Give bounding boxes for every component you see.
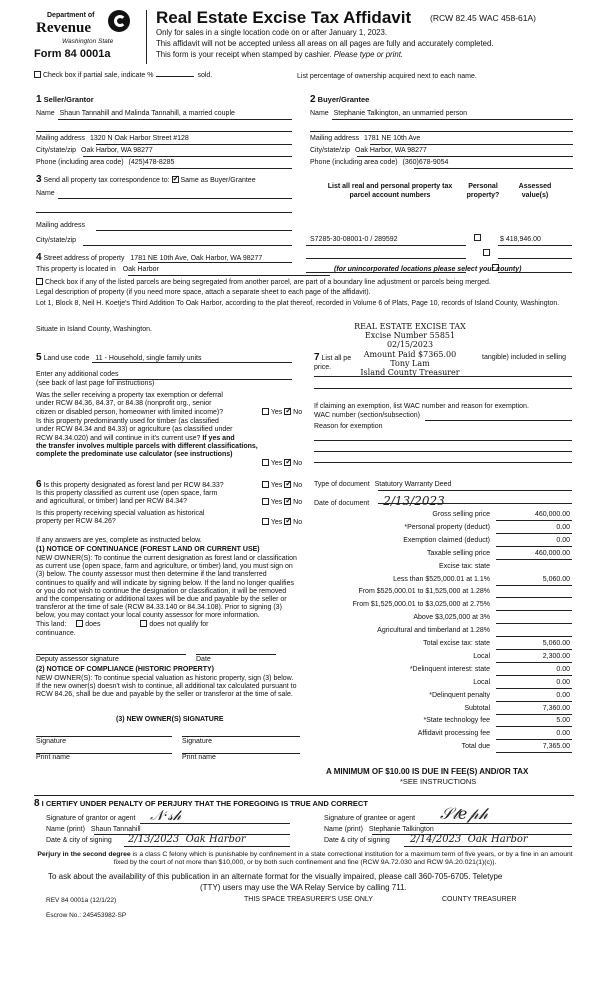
legal-description[interactable]: Lot 1, Block 8, Neil H. Koetje's Third Addition To Oak Harbor, according to the plat thereof, recorded in Volume 6 of Plats, Page 10, records of Island County, Washington. [36, 300, 560, 307]
calc-label: Total due [461, 743, 490, 751]
calc-label: Agricultural and timberland at 1.28% [377, 627, 490, 635]
seller-city[interactable]: Oak Harbor, WA 98277 [81, 147, 153, 154]
buyer-date-city[interactable]: 2/14/2023 Oak Harbor [410, 834, 528, 845]
ownership-note: List percentage of ownership acquired next to each name. [297, 73, 477, 80]
property-location[interactable]: Oak Harbor [122, 266, 159, 273]
seller-phone[interactable]: (425)478-8285 [128, 159, 175, 166]
calc-value[interactable]: 0.00 [556, 665, 570, 673]
grantee-signature[interactable]: 𝒮𝓉𝑒𝓅𝒽 [440, 804, 488, 823]
seller-heading: 1 Seller/Grantor [36, 94, 94, 105]
calc-label: Total excise tax: state [423, 640, 490, 647]
exemption-no-checkbox[interactable] [284, 408, 291, 415]
document-type[interactable]: Statutory Warranty Deed [374, 481, 452, 488]
assessed-value[interactable]: $ 418,946.00 [500, 236, 541, 243]
state-label: Washington State [62, 38, 114, 45]
dor-logo-icon [108, 10, 130, 32]
property-address[interactable]: 1781 NE 10th Ave, Oak Harbor, WA 98277 [130, 255, 263, 262]
calc-label: Less than $525,000.01 at 1.1% [393, 575, 490, 583]
exemption-yes-checkbox[interactable] [262, 408, 269, 415]
land-use-code[interactable]: 11 - Household, single family units [95, 355, 202, 362]
calc-label: Subtotal [464, 704, 490, 712]
calc-value[interactable]: 5,060.00 [542, 640, 570, 647]
buyer-phone[interactable]: (360)678-9054 [402, 159, 449, 166]
calc-label: *Delinquent penalty [429, 691, 490, 699]
land-qualify-row: This land: does does not qualify for [36, 621, 209, 628]
calc-value[interactable]: 460,000.00 [534, 511, 570, 518]
calc-label: Above $3,025,000 at 3% [413, 614, 490, 622]
calc-label: From $525,000.01 to $1,525,000 at 1.28% [358, 588, 490, 596]
calc-value[interactable]: 7,365.00 [542, 743, 570, 751]
tax-correspondence-row: 3 Send all property tax correspondence to: ✓ Same as Buyer/Grantee [36, 174, 256, 187]
historic-no-checkbox[interactable] [284, 518, 291, 525]
same-as-buyer-checkbox[interactable] [172, 176, 179, 183]
calc-label: From $1,525,000.01 to $3,025,000 at 2.75% [352, 601, 490, 609]
segregated-checkbox[interactable] [36, 278, 43, 285]
calc-label: Exemption claimed (deduct) [403, 536, 490, 544]
header-line3: This form is your receipt when stamped by cashier. Please type or print. [156, 50, 404, 59]
calc-label: Gross selling price [432, 511, 490, 518]
calc-label: Local [473, 678, 490, 686]
calc-value[interactable]: 5,060.00 [542, 575, 570, 583]
calc-label: Affidavit processing fee [417, 730, 490, 738]
calc-value[interactable]: 0.00 [556, 523, 570, 531]
calc-label: Local [473, 652, 490, 660]
seller-name[interactable]: Shaun Tannahill and Malinda Tannahill, a married couple [59, 110, 235, 117]
forest-yes-no: Yes ✓ No [262, 481, 302, 491]
timber-yes-no: Yes ✓ No [262, 459, 302, 469]
dept-label: Department of [47, 12, 95, 19]
minimum-notice: A MINIMUM OF $10.00 IS DUE IN FEE(S) AND/OR TAX [326, 767, 529, 776]
calc-label: Excise tax: state [439, 562, 490, 570]
historic-yes-no: Yes ✓ No [262, 518, 302, 528]
forest-yes-checkbox[interactable] [262, 481, 269, 488]
calc-label: Taxable selling price [426, 549, 490, 557]
rcw-ref: (RCW 82.45 WAC 458-61A) [430, 13, 536, 23]
form-title: Real Estate Excise Tax Affidavit [156, 8, 412, 27]
form-number: Form 84 0001a [34, 48, 111, 60]
calc-value[interactable]: 0.00 [556, 691, 570, 699]
buyer-heading: 2 Buyer/Grantee [310, 94, 370, 105]
parcel-account[interactable]: S7285-30-08001-0 / 289592 [310, 236, 398, 243]
personal-property-checkbox-2[interactable] [483, 249, 490, 256]
calc-value[interactable]: 5.00 [556, 717, 570, 725]
calc-value[interactable]: 0.00 [556, 536, 570, 544]
timber-yes-checkbox[interactable] [262, 459, 269, 466]
street-address-row: 4 Street address of property 1781 NE 10th Ave, Oak Harbor, WA 98277 [36, 252, 263, 263]
calc-label: *Delinquent interest: state [409, 665, 490, 673]
revenue-wordmark: Revenue [36, 20, 91, 36]
perjury-notice: Perjury in the second degree is a class C felony which is punishable by confinement in a state correctional institution for a maximum term of five years, or by a fine in an amount fixed by the court of not more than $10,000, or by both such confinement and fine (RCW 9A.72.030 and RCW 9A.20.021(1)(c)). [37, 851, 573, 867]
calc-label: *State technology fee [423, 717, 490, 725]
calc-value[interactable]: 7,360.00 [542, 704, 570, 712]
current-use-yes-checkbox[interactable] [262, 498, 269, 505]
land-does-not-checkbox[interactable] [140, 620, 147, 627]
exemption-yes-no: Yes ✓ No [262, 408, 302, 418]
seller-mailing[interactable]: 1320 N Oak Harbor Street #128 [89, 135, 189, 142]
buyer-name[interactable]: Stephanie Talkington, an unmarried person [333, 110, 467, 117]
calc-value[interactable]: 0.00 [556, 678, 570, 686]
header-line1: Only for sales in a single location code on or after January 1, 2023. [156, 28, 388, 37]
forest-no-checkbox[interactable] [284, 481, 291, 488]
partial-sale-checkbox[interactable] [34, 71, 41, 78]
buyer-mailing[interactable]: 1781 NE 10th Ave [363, 135, 421, 142]
seller-name-row: Name Shaun Tannahill and Malinda Tannahill, a married couple [36, 110, 235, 117]
personal-property-checkbox-1[interactable] [474, 234, 481, 241]
calc-value[interactable]: 0.00 [556, 730, 570, 738]
land-does-checkbox[interactable] [76, 620, 83, 627]
partial-sale-row: Check box if partial sale, indicate % sold. [34, 71, 212, 81]
treasurer-stamp: REAL ESTATE EXCISE TAX Excise Number 55851 02/15/2023 Amount Paid $7365.00 Tony Lam Island County Treasurer [354, 322, 466, 377]
header-line2: This affidavit will not be accepted unless all areas on all pages are fully and accurately completed. [156, 39, 494, 48]
current-use-yes-no: Yes ✓ No [262, 498, 302, 508]
document-date[interactable]: 2/13/2023 [383, 494, 445, 508]
calc-value[interactable]: 460,000.00 [534, 549, 570, 557]
seller-date-city[interactable]: 2/13/2023 Oak Harbor [128, 834, 246, 845]
timber-no-checkbox[interactable] [284, 459, 291, 466]
buyer-print-name[interactable]: Stephanie Talkington [368, 826, 434, 833]
buyer-city[interactable]: Oak Harbor, WA 98277 [355, 147, 427, 154]
calc-label: *Personal property (deduct) [404, 523, 490, 531]
calc-value[interactable]: 2,300.00 [542, 652, 570, 660]
current-use-no-checkbox[interactable] [284, 498, 291, 505]
seller-print-name[interactable]: Shaun Tannahill [90, 826, 141, 833]
grantor-signature[interactable]: 𝒩·𝓈𝒽 [150, 808, 182, 824]
historic-yes-checkbox[interactable] [262, 518, 269, 525]
